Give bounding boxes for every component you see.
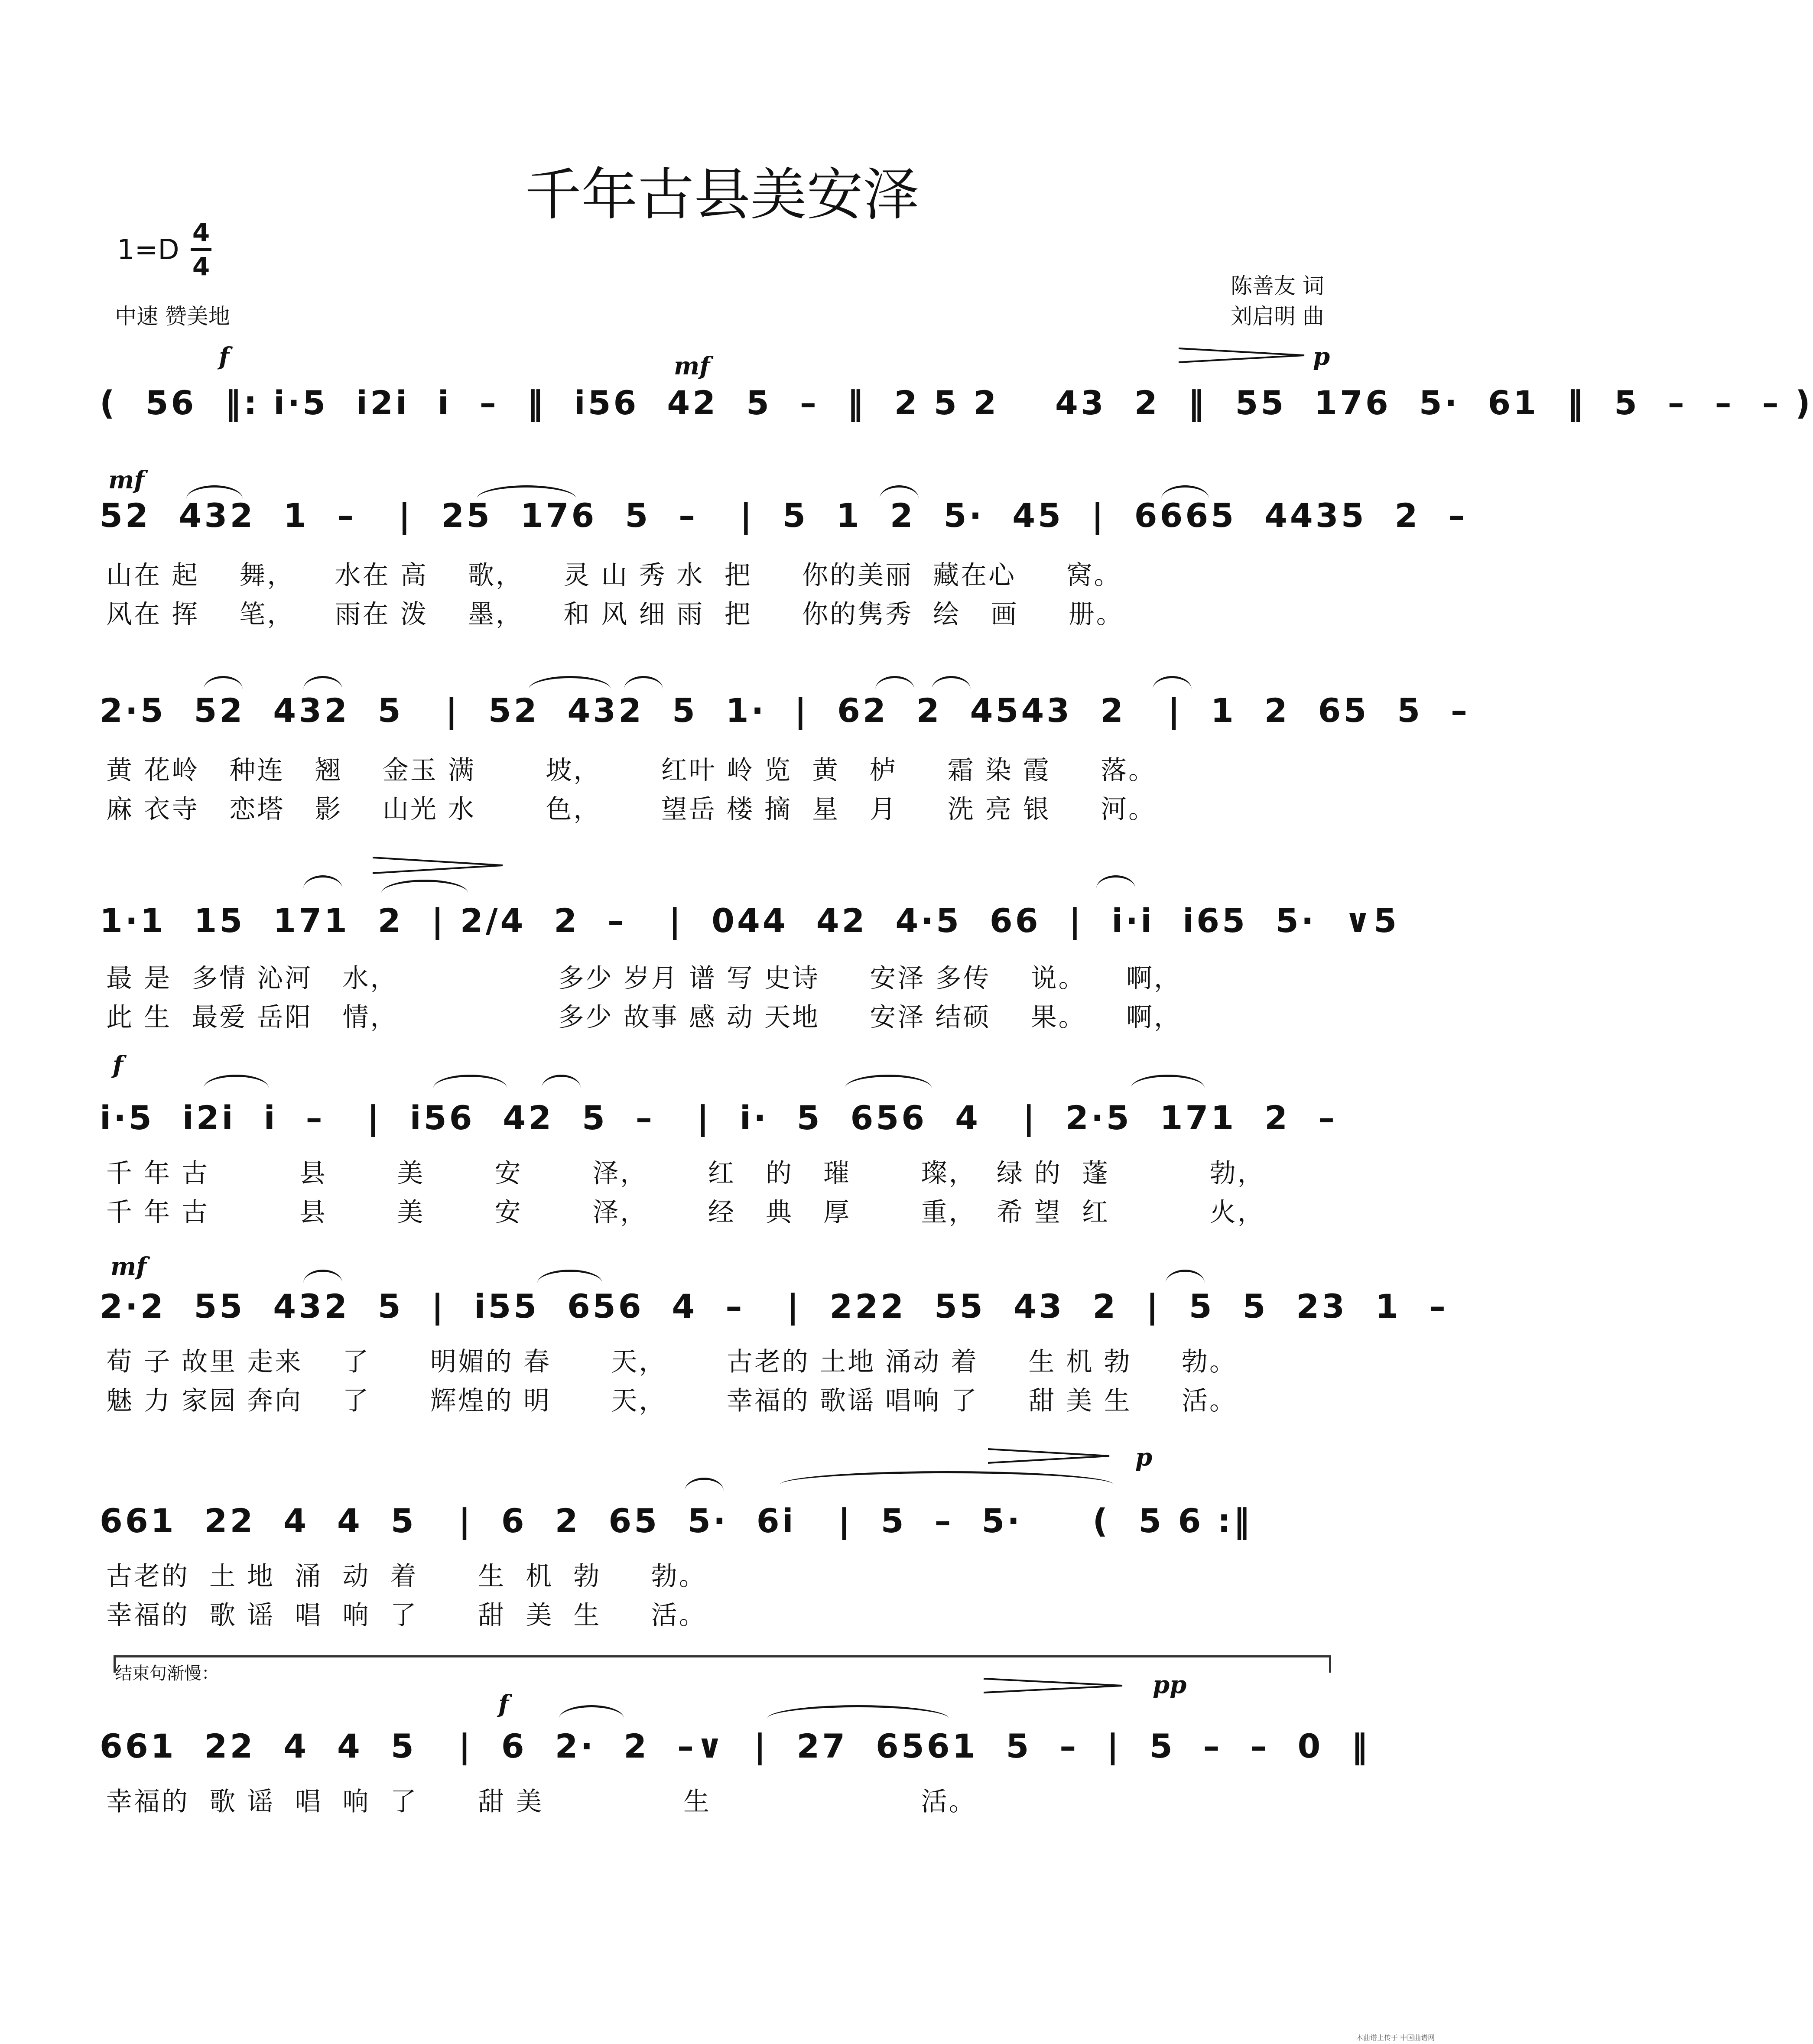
dynamic-p: p bbox=[1135, 1443, 1153, 1472]
page-title: 千年古县美安泽 bbox=[525, 162, 919, 227]
lyric-row-5-verse-1: 千 年 古 县 美 安 泽， 红 的 璀 璨， 绿 的 蓬 勃， bbox=[106, 1158, 1265, 1189]
notation-row-7-notes: 661 22 4 4 5 | 6 2 65 5· 6i | 5 – 5· ( 5 6 :‖ bbox=[100, 1501, 1253, 1540]
ending-instruction: 结束句渐慢： bbox=[115, 1664, 219, 1683]
lyric-row-3-verse-1: 黄 花岭 种连 翘 金玉 满 坡， 红叶 岭 览 黄 栌 霜 染 霞 落。 bbox=[106, 755, 1157, 786]
ending-bracket-right bbox=[1329, 1655, 1331, 1673]
notation-row-4-notes: 1·1 15 171 2 | 2/4 2 – | 044 42 4·5 66 | i·i i65 5· ∨5 bbox=[100, 901, 1400, 940]
time-sig-denominator: 4 bbox=[192, 252, 210, 281]
notation-row-1-notes: ( 56 ‖: i·5 i2i i – ‖ i56 42 5 – ‖ 2 5 2 43 2 ‖ 55 176 5· 61 ‖ 5 – – – ) bbox=[100, 383, 1813, 422]
slur bbox=[559, 1705, 624, 1719]
tempo-marking: 中速 赞美地 bbox=[115, 304, 230, 329]
notation-row-8-notes: 661 22 4 4 5 | 6 2· 2 –∨ | 27 6561 5 – | 5 – – 0 ‖ bbox=[100, 1727, 1371, 1765]
decrescendo-hairpin bbox=[1179, 347, 1309, 364]
notation-row-4 bbox=[100, 895, 1400, 947]
lyric-row-5-verse-2: 千 年 古 县 美 安 泽， 经 典 厚 重， 希 望 红 火， bbox=[106, 1197, 1265, 1228]
notation-row-3 bbox=[100, 685, 1470, 737]
lyric-row-8: 幸福的 歌 谣 唱 响 了 甜 美 生 活。 bbox=[106, 1787, 977, 1817]
lyric-row-4-verse-2: 此 生 最爱 岳阳 情， 多少 故事 感 动 天地 安泽 结硕 果。 啊， bbox=[106, 1002, 1182, 1033]
slur bbox=[204, 1075, 269, 1088]
notation-row-6 bbox=[100, 1280, 1448, 1332]
lyric-row-7-verse-1: 古老的 土 地 涌 动 着 生 机 勃 勃。 bbox=[106, 1561, 707, 1592]
slur bbox=[542, 1075, 581, 1088]
time-signature bbox=[191, 219, 211, 280]
dynamic-f: f bbox=[219, 342, 230, 371]
lyric-row-4-verse-1: 最 是 多情 沁河 水， 多少 岁月 谱 写 史诗 安泽 多传 说。 啊， bbox=[106, 963, 1182, 994]
dynamic-mf: mf bbox=[108, 466, 145, 494]
composer-credit: 刘启明 曲 bbox=[1231, 304, 1324, 329]
notation-row-8 bbox=[100, 1720, 1371, 1772]
key-signature: 1=D bbox=[117, 234, 179, 266]
notation-row-6-notes: 2·2 55 432 5 | i55 656 4 – | 222 55 43 2 | 5 5 23 1 – bbox=[100, 1287, 1448, 1326]
dynamic-pp: pp bbox=[1153, 1670, 1187, 1699]
slur bbox=[685, 1478, 724, 1491]
notation-row-5-notes: i·5 i2i i – | i56 42 5 – | i· 5 656 4 | 2·5 171 2 – bbox=[100, 1098, 1337, 1137]
lyric-row-3-verse-2: 麻 衣寺 恋塔 影 山光 水 色， 望岳 楼 摘 星 月 洗 亮 银 河。 bbox=[106, 794, 1157, 825]
slur bbox=[845, 1075, 932, 1088]
lyric-row-6-verse-1: 荀 子 故里 走来 了 明媚的 春 天， 古老的 土地 涌动 着 生 机 勃 勃。 bbox=[106, 1347, 1237, 1377]
notation-row-7 bbox=[100, 1495, 1348, 1547]
dynamic-mf: mf bbox=[110, 1252, 147, 1281]
notation-row-2-notes: 52 432 1 – | 25 176 5 – | 5 1 2 5· 45 | 6665 4435 2 – bbox=[100, 496, 1468, 535]
ending-bracket bbox=[114, 1655, 1331, 1657]
notation-row-3-notes: 2·5 52 432 5 | 52 432 5 1· | 62 2 4543 2 | 1 2 65 5 – bbox=[100, 691, 1470, 730]
slur bbox=[1096, 875, 1135, 889]
dynamic-mf: mf bbox=[674, 352, 710, 380]
decrescendo-hairpin bbox=[984, 1677, 1127, 1694]
lyric-row-2-verse-1: 山在 起 舞， 水在 高 歌， 灵 山 秀 水 把 你的美丽 藏在心 窝。 bbox=[106, 560, 1122, 591]
decrescendo-hairpin bbox=[988, 1447, 1114, 1465]
dynamic-f: f bbox=[498, 1690, 509, 1719]
notation-row-2 bbox=[100, 490, 1468, 542]
slur bbox=[767, 1705, 949, 1719]
lyric-row-2-verse-2: 风在 挥 笔， 雨在 泼 墨， 和 风 细 雨 把 你的隽秀 绘 画 册。 bbox=[106, 599, 1124, 630]
slur bbox=[303, 875, 342, 889]
slur bbox=[381, 880, 468, 893]
dynamic-p: p bbox=[1313, 342, 1330, 371]
lyric-row-7-verse-2: 幸福的 歌 谣 唱 响 了 甜 美 生 活。 bbox=[106, 1600, 707, 1631]
slur bbox=[433, 1075, 507, 1088]
footer-watermark: 本曲谱上传于 中国曲谱网 bbox=[1356, 2034, 1435, 2042]
notation-row-5 bbox=[100, 1092, 1348, 1144]
decrescendo-hairpin bbox=[373, 856, 507, 875]
lyricist-credit: 陈善友 词 bbox=[1231, 273, 1324, 299]
dynamic-f: f bbox=[113, 1051, 123, 1079]
slur bbox=[1131, 1075, 1205, 1088]
lyric-row-6-verse-2: 魅 力 家园 奔向 了 辉煌的 明 天， 幸福的 歌谣 唱响 了 甜 美 生 活。 bbox=[106, 1386, 1237, 1416]
slur bbox=[780, 1471, 1114, 1485]
notation-row-1 bbox=[100, 377, 1813, 429]
time-sig-numerator: 4 bbox=[192, 218, 210, 247]
